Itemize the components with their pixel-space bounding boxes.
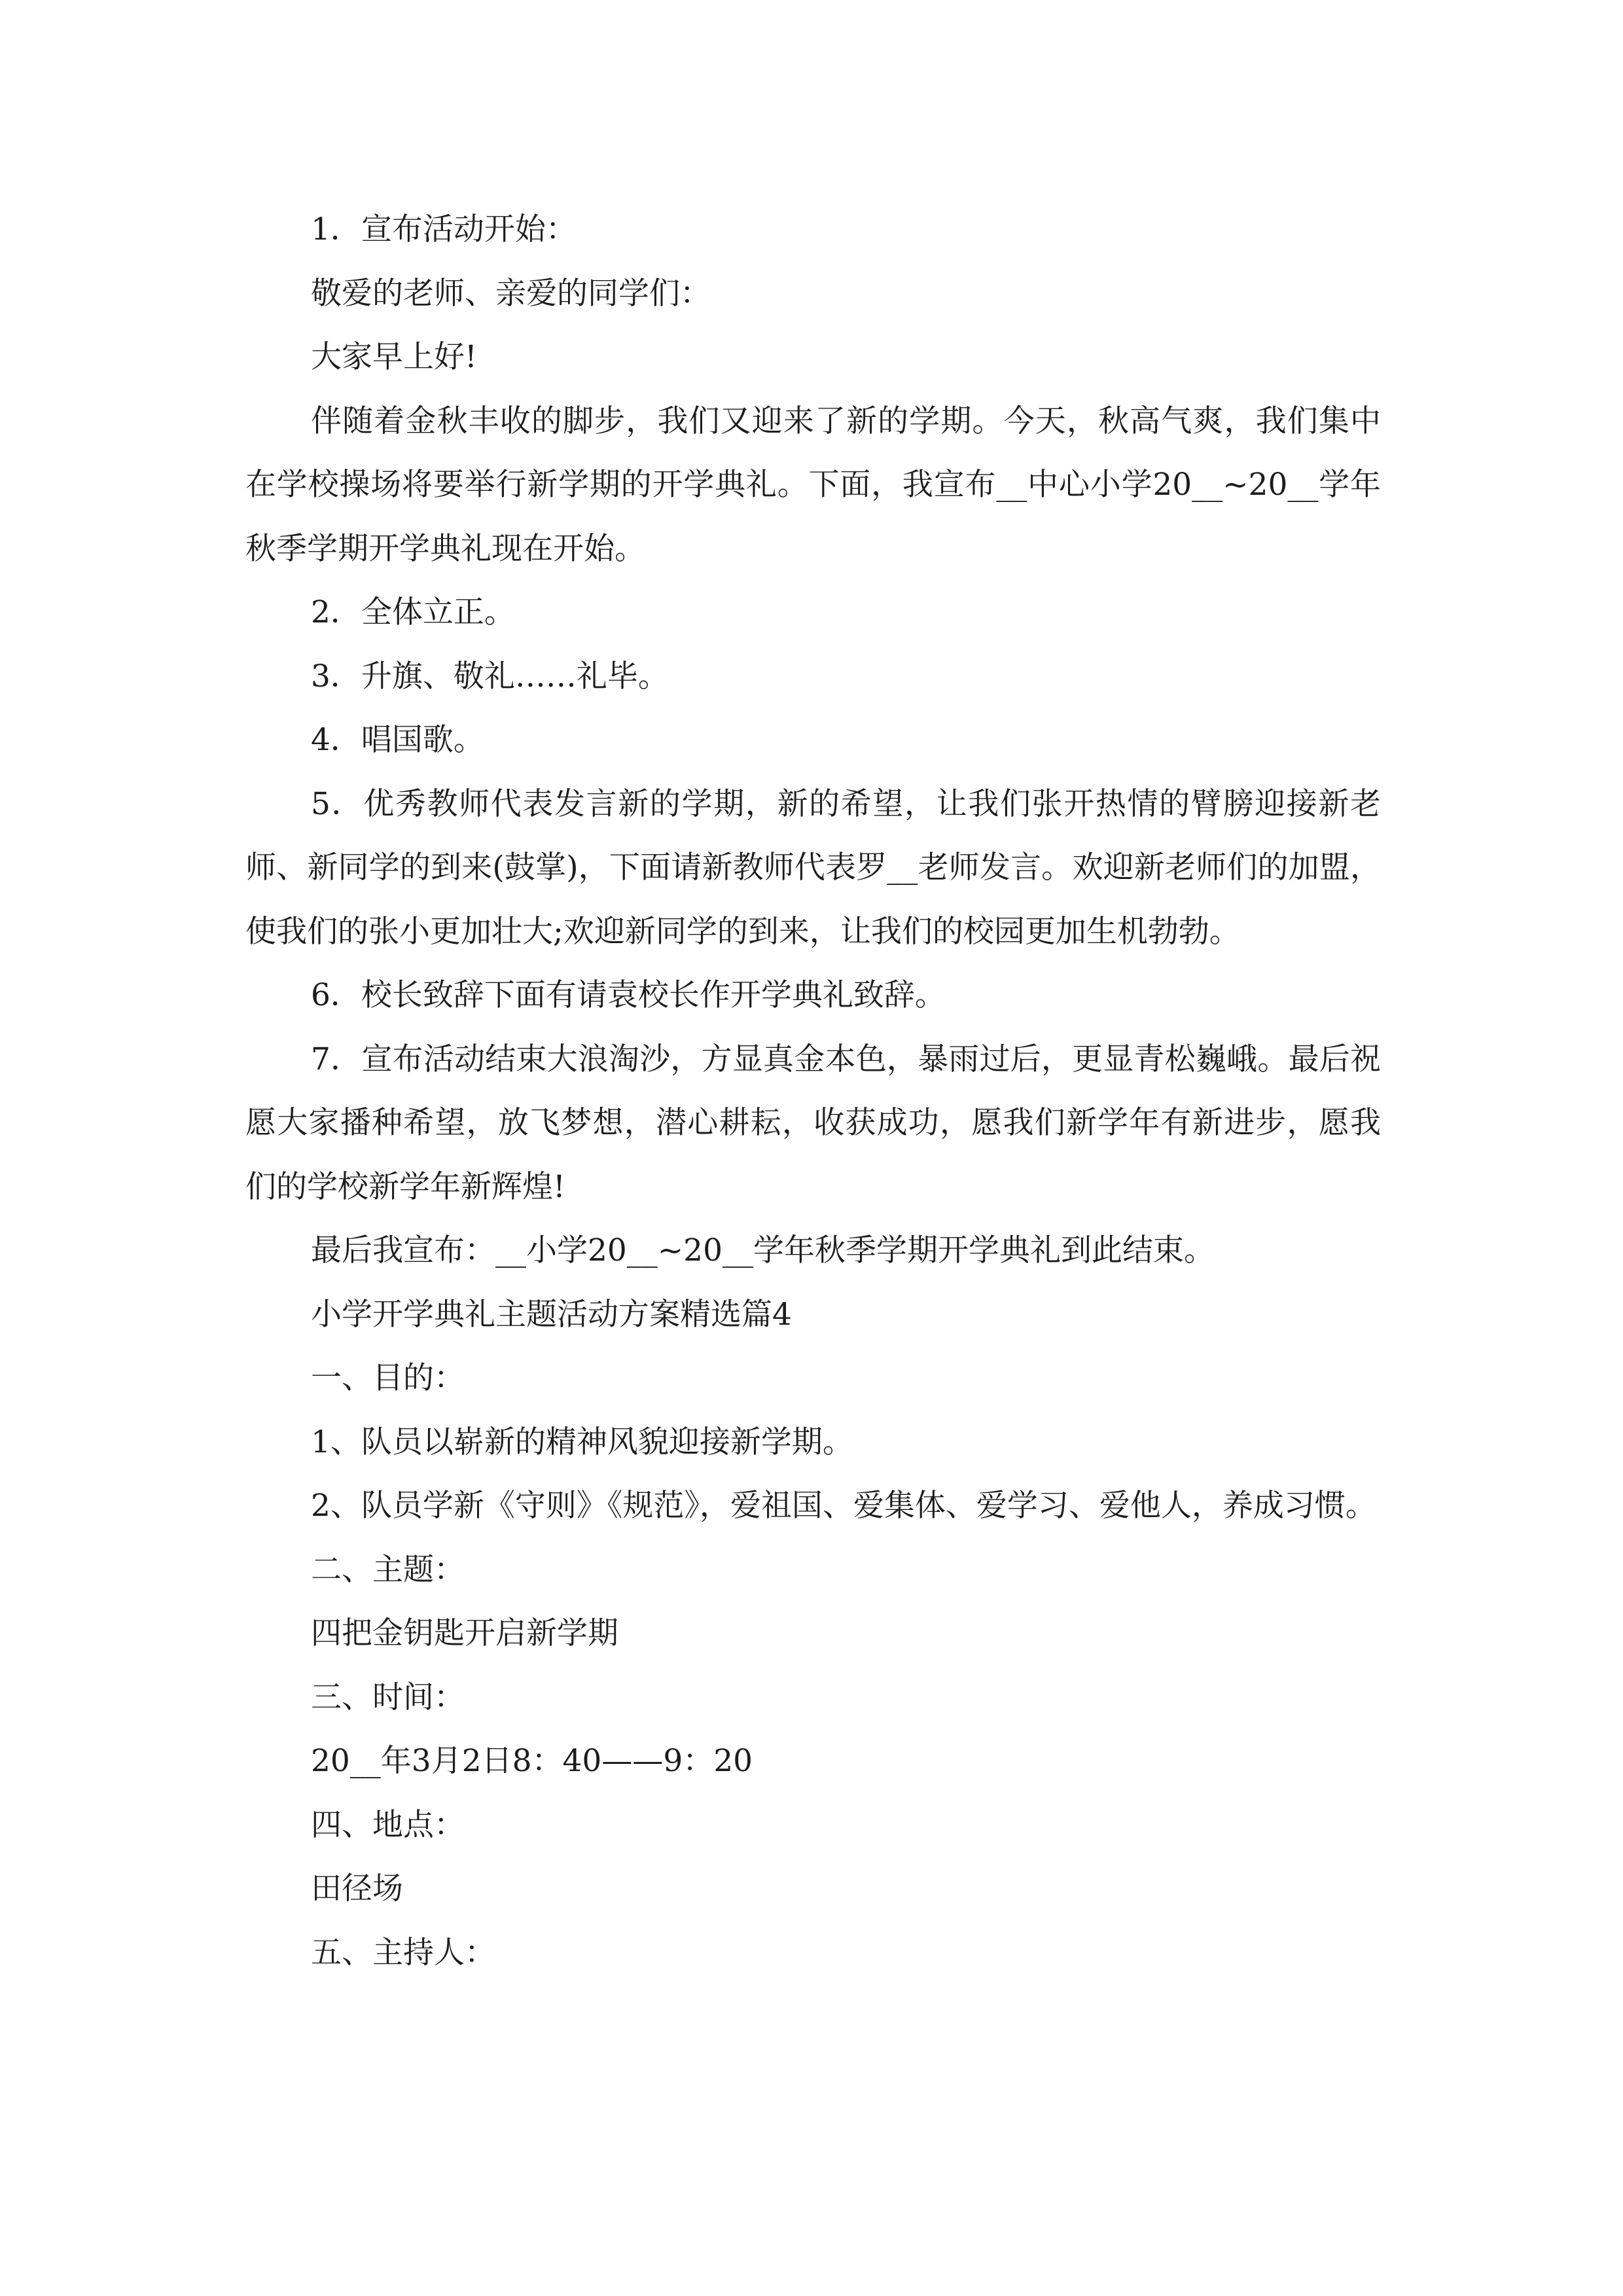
item-announce-end: 7．宣布活动结束大浪淘沙，方显真金本色，暴雨过后，更显青松巍峨。最后祝愿大家播种希望，放飞梦想，潜心耕耘，收获成功，愿我们新学年有新进步，愿我们的学校新学年新辉煌! <box>245 1041 1381 1205</box>
item-announce-start: 1．宣布活动开始： <box>311 211 577 247</box>
theme-text: 四把金钥匙开启新学期 <box>311 1615 618 1651</box>
purpose-item-2: 2、队员学新《守则》《规范》，爱祖国、爱集体、爱学习、爱他人，养成习惯。 <box>311 1488 1376 1524</box>
heading-theme: 二、主题： <box>311 1551 465 1588</box>
opening-speech: 伴随着金秋丰收的脚步，我们又迎来了新的学期。今天，秋高气爽，我们集中在学校操场将要举行新学期的开学典礼。下面，我宣布__中心小学20__~20__学年秋季学期开学典礼现在开始。 <box>245 403 1381 567</box>
item-flag-salute: 3．升旗、敬礼……礼毕。 <box>311 658 669 694</box>
location-text: 田径场 <box>311 1871 403 1907</box>
item-teacher-speech: 5．优秀教师代表发言新的学期，新的希望，让我们张开热情的臂膀迎接新老师、新同学的到来(鼓掌)，下面请新教师代表罗__老师发言。欢迎新老师们的加盟，使我们的张小更加壮大;欢迎新同学的到来，让我们的校园更加生机勃勃。 <box>245 785 1381 950</box>
time-text: 20__年3月2日8：40——9：20 <box>311 1743 753 1779</box>
heading-location: 四、地点： <box>311 1806 465 1843</box>
heading-time: 三、时间： <box>311 1679 465 1715</box>
greeting: 大家早上好! <box>311 339 477 375</box>
section-title: 小学开学典礼主题活动方案精选篇4 <box>311 1296 792 1333</box>
closing-declaration: 最后我宣布：__小学20__~20__学年秋季学期开学典礼到此结束。 <box>311 1232 1215 1268</box>
document-body <box>245 198 1381 1984</box>
item-principal-speech: 6．校长致辞下面有请袁校长作开学典礼致辞。 <box>311 977 946 1013</box>
salutation: 敬爱的老师、亲爱的同学们： <box>311 275 711 312</box>
heading-host: 五、主持人： <box>311 1934 495 1971</box>
purpose-item-1: 1、队员以崭新的精神风貌迎接新学期。 <box>311 1424 853 1460</box>
item-stand-at-attention: 2．全体立正。 <box>311 594 515 630</box>
heading-purpose: 一、目的： <box>311 1360 465 1396</box>
item-national-anthem: 4．唱国歌。 <box>311 722 484 758</box>
